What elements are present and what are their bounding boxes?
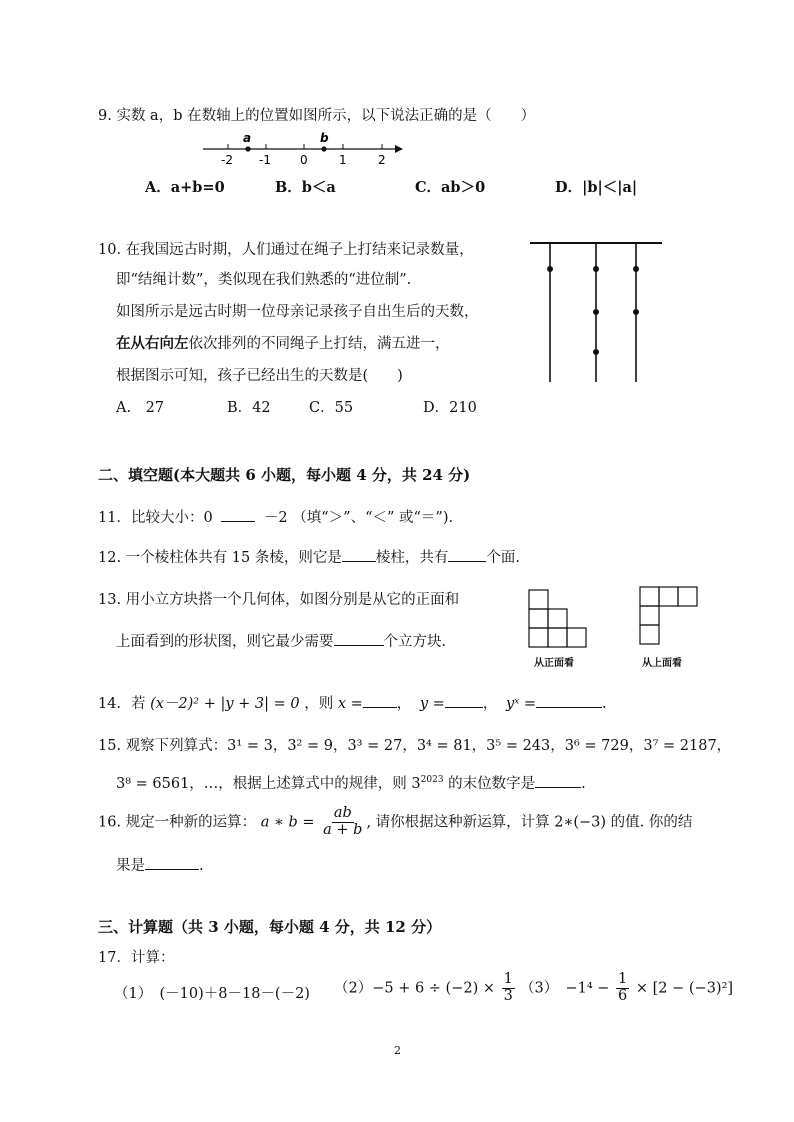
q9-stem: 9. 实数 a，b 在数轴上的位置如图所示，以下说法正确的是（ ）	[98, 108, 536, 124]
q13-line-2b: 个立方块.	[383, 634, 447, 650]
q16-middle: , 请你根据这种新运算，计算 2∗(−3) 的值. 你的结	[366, 814, 693, 831]
q17-part-2-numerator: 1	[503, 971, 513, 987]
q10-option-b: B．42	[227, 400, 271, 416]
q16-numerator: ab	[333, 805, 352, 821]
q10-knot-diagram	[528, 238, 666, 384]
q16-prefix: 16. 规定一种新的运算：	[98, 814, 257, 831]
q14-y-label: y =	[419, 696, 445, 712]
q14-then: ，则	[304, 696, 334, 712]
q12-blank-1[interactable]	[342, 547, 376, 562]
q15-power: 3⁷ = 2187	[643, 738, 717, 754]
q15-power: 3² = 9	[287, 738, 333, 754]
q16-line-1	[98, 806, 692, 839]
q12-blank-2[interactable]	[448, 547, 486, 562]
q10-emphasis: 在从右向左	[116, 335, 189, 352]
q17-part-3	[520, 972, 733, 1005]
point-a-label: a	[243, 131, 252, 145]
q16-fraction	[321, 806, 364, 839]
q9-number-line	[195, 128, 410, 170]
q12-part2: 棱柱，共有	[375, 550, 449, 566]
q10-option-c: C．55	[309, 400, 354, 416]
q17-part-2-denominator: 3	[503, 987, 513, 1004]
q16-answer-blank[interactable]	[145, 855, 199, 870]
q13-front-view	[527, 588, 591, 648]
q10-line-3: 如图所示是远古时期一位母亲记录孩子自出生后的天数，	[116, 304, 479, 320]
q17-part-3-prefix: （3） −1⁴ −	[520, 980, 610, 997]
tick-label-m2: -2	[221, 153, 233, 167]
q14-blank-y[interactable]	[445, 693, 483, 708]
q15-power: 3⁴ = 81	[416, 738, 472, 754]
knot	[633, 266, 639, 272]
q17-stem: 17．计算：	[98, 950, 175, 966]
q13-line-2	[116, 630, 446, 651]
q13-line-1: 13. 用小立方块搭一个几何体，如图分别是从它的正面和	[98, 592, 460, 608]
q17-part-2-prefix: （2）−5 + 6 ÷ (−2) ×	[334, 980, 496, 997]
q14-yx-label: yˣ =	[505, 696, 537, 712]
q11	[98, 506, 453, 527]
q10-line-2: 即“结绳计数”，类似现在我们熟悉的“进位制”.	[116, 272, 412, 288]
q10-line-4	[116, 332, 450, 353]
q11-answer-blank[interactable]	[221, 507, 255, 522]
q11-prefix: 11．比较大小：0	[98, 510, 213, 526]
q16-line-2: 果是 .	[116, 854, 204, 875]
q9-option-d: D．|b|＜|a|	[555, 179, 638, 196]
q17-part-3-fraction	[616, 972, 629, 1005]
point-a	[245, 146, 250, 151]
q15-line-1: 15. 观察下列算式：3¹ = 3，3² = 9，3³ = 27，3⁴ = 81，3⁵ = 243，3⁶ = 729，3⁷ = 2187，	[98, 738, 732, 754]
q15-line-1-prefix: 15. 观察下列算式：	[98, 738, 228, 754]
q14-blank-x[interactable]	[363, 693, 397, 708]
q13-top-view	[638, 585, 702, 645]
q16-denominator: a + b	[323, 821, 363, 838]
q17-part-2-fraction	[502, 972, 515, 1005]
q14-blank-yx[interactable]	[536, 693, 602, 708]
point-b-label: b	[320, 131, 329, 145]
q9-option-a: A．a+b=0	[145, 179, 225, 196]
tick-label-m1: -1	[259, 153, 271, 167]
q10-option-d: D．210	[423, 400, 477, 416]
q12	[98, 546, 520, 567]
number-line-arrow	[395, 145, 403, 153]
q15-answer-blank[interactable]	[535, 773, 581, 788]
q15-line-2: 3⁸ = 6561，…，根据上述算式中的规律，则 $3^{2023}$ 的末位数字是 .	[116, 772, 586, 793]
q15-power: 3⁵ = 243	[486, 738, 551, 754]
point-b	[321, 146, 326, 151]
q15-line-2-start: 3⁸ = 6561，…，根据上述算式中的规律，则	[116, 776, 412, 792]
q10-option-a: A. 27	[116, 400, 165, 416]
q15-exponent: 2023	[420, 775, 444, 786]
q13-answer-blank[interactable]	[334, 631, 384, 646]
q17-part-2	[334, 972, 517, 1005]
q15-power: 3³ = 27	[347, 738, 403, 754]
q17-part-3-denominator: 6	[618, 987, 628, 1004]
q16-line-2-text: 果是	[116, 858, 145, 874]
q14-x-label: x =	[337, 696, 363, 712]
q10-line-5: 根据图示可知，孩子已经出生的天数是( )	[116, 368, 403, 384]
q15-power: 3⁶ = 729	[564, 738, 629, 754]
q14: 14．若 (x－2)² + |y + 3| = 0 ，则 x = ， y = ， yˣ = .	[98, 692, 607, 713]
q9-option-b: B．b＜a	[275, 179, 336, 196]
q12-part3: 个面.	[486, 550, 520, 566]
q16-lhs: a ∗ b =	[260, 814, 315, 831]
q10-line-1: 10. 在我国远古时期，人们通过在绳子上打结来记录数量，	[98, 242, 474, 258]
q11-suffix: －2 （填“＞”、“＜” 或“＝”).	[263, 510, 454, 526]
knot	[593, 266, 599, 272]
q10-line-4-text: 依次排列的不同绳子上打结，满五进一，	[188, 336, 450, 352]
knot	[547, 266, 553, 272]
q9-option-c: C．ab＞0	[415, 179, 486, 196]
q15-power: 3¹ = 3	[227, 738, 273, 754]
q14-equation: (x－2)² + |y + 3| = 0	[150, 696, 300, 712]
knot	[593, 349, 599, 355]
q17-part-3-numerator: 1	[618, 971, 628, 987]
q13-caption-front: 从正面看	[534, 658, 574, 669]
q12-part1: 12. 一个棱柱体共有 15 条棱，则它是	[98, 550, 342, 566]
knot	[593, 309, 599, 315]
section-2-title: 二、填空题(本大题共 6 小题，每小题 4 分，共 24 分)	[98, 466, 471, 484]
q14-prefix: 14．若	[98, 696, 146, 712]
q15-base: 3	[411, 776, 421, 792]
page-number: 2	[394, 1044, 401, 1057]
q13-caption-top: 从上面看	[642, 658, 682, 669]
knot	[633, 309, 639, 315]
tick-label-0: 0	[300, 153, 308, 167]
q15-line-2-end: 的末位数字是	[443, 776, 536, 792]
tick-label-2: 2	[378, 153, 386, 167]
q13-line-2a: 上面看到的形状图，则它最少需要	[116, 634, 334, 650]
q17-part-3-suffix: × [2 − (−3)²]	[635, 980, 734, 997]
tick-label-1: 1	[339, 153, 347, 167]
section-3-title: 三、计算题（共 3 小题，每小题 4 分，共 12 分）	[98, 918, 442, 936]
q17-part-1: （1） (－10)＋8－18－(－2)	[114, 986, 310, 1002]
